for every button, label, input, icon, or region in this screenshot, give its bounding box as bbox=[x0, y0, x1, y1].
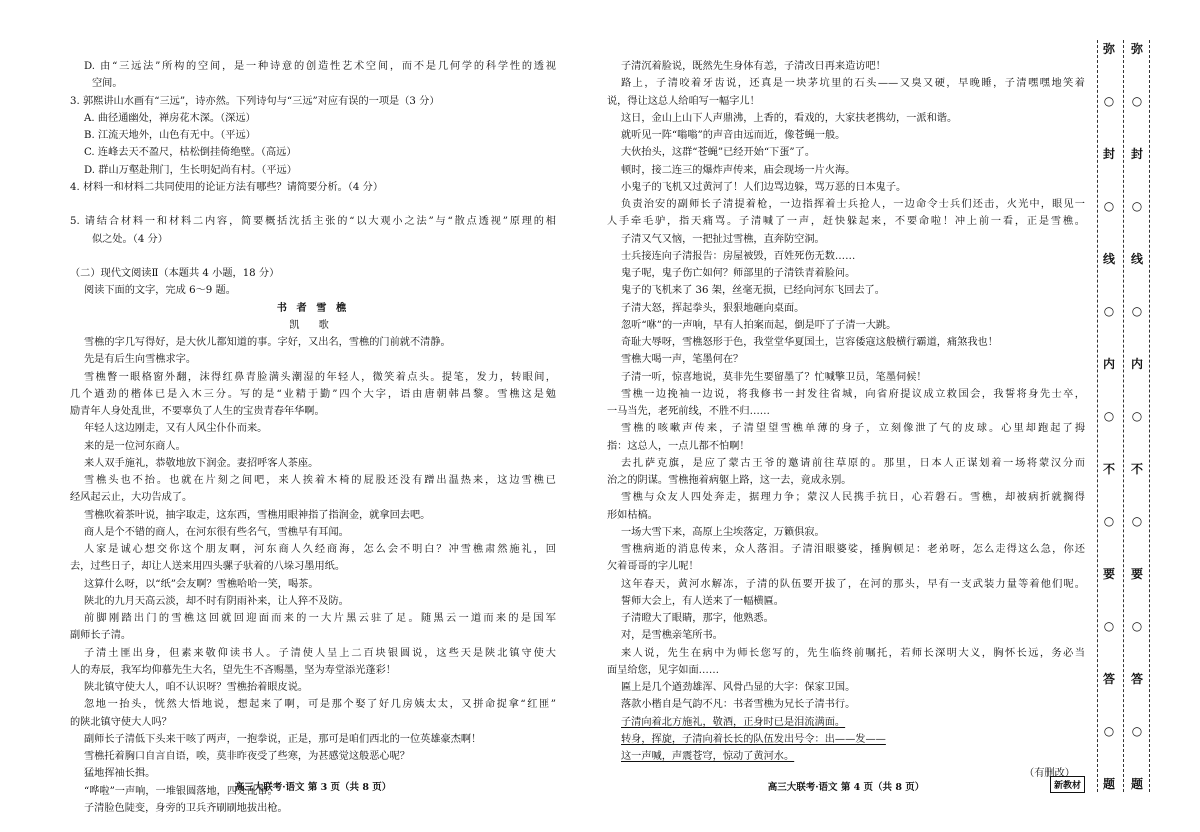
binding-line bbox=[1149, 40, 1150, 792]
binding-char: 弥 bbox=[1102, 42, 1115, 56]
underlined-text-line: 转身，挥旋，子清向着长长的队伍发出号令：出——发—— bbox=[621, 733, 886, 745]
binding-text-column bbox=[1097, 40, 1121, 792]
binding-char: ○ bbox=[1103, 724, 1115, 738]
text-line: 指：这总人，一点儿都不怕啊！ bbox=[607, 440, 750, 452]
text-line: 欠着哥哥的字儿呢！ bbox=[607, 561, 699, 573]
text-line: 人家是诚心想交你这个朋友啊，河东商人久经商海，怎么会不明白？冲雪樵肃然施礼，回 bbox=[84, 544, 556, 555]
left-page bbox=[70, 0, 556, 832]
text-line: 5. 请结合材料一和材料二内容，简要概括沈括主张的“以大观小之法”与“散点透视”原理的相 bbox=[70, 216, 556, 228]
text-line: 这算什么呀，以“纸”会友啊？雪樵哈哈一笑，喝茶。 bbox=[84, 578, 319, 590]
text-line: 的陕北镇守使大人吗？ bbox=[70, 716, 172, 728]
binding-char: ○ bbox=[1131, 304, 1143, 318]
text-line: D. 群山万壑赴荆门，生长明妃尚有村。（平远） bbox=[84, 164, 297, 176]
text-line: 来人说，先生在病中为师长您写的，先生临终前嘱托，若师长深明大义，胸怀长远，务必当 bbox=[621, 647, 1085, 659]
text-line: 就听见一阵“嗡嗡”的声音由远而近，像苍蝇一般。 bbox=[621, 130, 846, 141]
binding-char: 内 bbox=[1102, 357, 1115, 371]
page-footer: 高三大联考·语文 第 3 页（共 8 页） bbox=[234, 782, 392, 793]
text-line: 经风起云止，大功告成了。 bbox=[70, 492, 193, 504]
text-line: 几个遒劲的楷体已是入木三分。写的是“业精于勤”四个大字，语由唐朝韩昌黎。雪樵这是勉 bbox=[70, 388, 556, 400]
text-line: 猛地挥袖长揖。 bbox=[84, 768, 156, 780]
text-line: A. 曲径通幽处，禅房花木深。（深远） bbox=[84, 112, 256, 124]
text-line: 陕北的九月天高云淡，却不时有阴雨补来，让人猝不及防。 bbox=[84, 595, 349, 607]
binding-char: ○ bbox=[1131, 514, 1143, 528]
text-line: 治之的阴谋。雪樵拖着病躯上路，这一去，竟成永别。 bbox=[607, 475, 852, 486]
article-title: 书 者 雪 樵 bbox=[276, 301, 350, 314]
text-line: 似之处。（4 分） bbox=[92, 233, 168, 245]
underlined-text-line: 子清向着北方施礼，敬酒，正身时已是泪流满面。 bbox=[621, 716, 846, 728]
binding-char: ○ bbox=[1103, 409, 1115, 423]
text-line: 顿时，接二连三的爆炸声传来，庙会现场一片火海。 bbox=[621, 164, 856, 176]
text-line: “哗啦”一声响，一堆银圆落地，四处乱窜。 bbox=[84, 785, 278, 797]
text-line: 奇耻大辱呀，雪樵怒形于色，我堂堂华夏国土，岂容倭寇这般横行霸道，痛煞我也！ bbox=[621, 337, 998, 348]
text-line: 落款小楷自是气韵不凡：书者雪樵为兄长子清书行。 bbox=[621, 699, 856, 711]
binding-char: ○ bbox=[1103, 619, 1115, 633]
text-line: 雪樵与众友人四处奔走，据理力争；蒙汉人民携手抗日，心若磐石。雪樵，却被病折就搁得 bbox=[621, 492, 1085, 504]
text-line: 年轻人这边刚走，又有人风尘仆仆而来。 bbox=[84, 423, 268, 435]
text-line: 雪樵瞥一眼格窗外翻，沫得红鼻青脸满头潮湿的年轻人，微笑着点头。提笔，发力，转眼间， bbox=[84, 371, 556, 383]
text-line: 空间。 bbox=[92, 78, 123, 90]
text-line: 路上，子清咬着牙齿说，还真是一块茅坑里的石头——又臭又硬，早晚睡，子清嘿嘿地笑着 bbox=[621, 78, 1085, 90]
text-line: 忽地一抬头，恍然大悟地说，想起来了啊，可是那个娶了好几房姨太太，又拼命捉拿“红匪” bbox=[84, 699, 556, 711]
text-line: 说，得让这总人给咱写一幅字儿！ bbox=[607, 95, 760, 107]
text-line: D. 由“三远法”所构的空间，是一种诗意的创造性艺术空间，而不是几何学的科学性的透视 bbox=[84, 61, 556, 72]
text-line: 来人双手施礼，恭敬地放下润金。妻招呼客人茶座。 bbox=[84, 457, 319, 469]
page-footer: 高三大联考·语文 第 4 页（共 8 页） bbox=[767, 782, 925, 793]
binding-char: 线 bbox=[1102, 252, 1115, 266]
text-line: 雪樵托着胸口自言自语，唉，莫非昨夜受了些寒，为甚感觉这般恶心呢？ bbox=[84, 751, 410, 762]
text-line: 对，是雪樵亲笔所书。 bbox=[621, 630, 723, 642]
binding-char: 内 bbox=[1130, 357, 1143, 371]
article-author: 凯 歌 bbox=[289, 319, 337, 331]
text-line: 阅读下面的文字，完成 6～9 题。 bbox=[84, 285, 236, 297]
text-line: 形如枯槁。 bbox=[607, 509, 658, 521]
binding-char: 答 bbox=[1130, 672, 1143, 686]
text-line: 子清又气又恼，一把扯过雪樵，直奔防空洞。 bbox=[621, 233, 825, 245]
text-line: 子清土匪出身，但素来敬仰读书人。子清使人呈上二百块银圆说，这些天是陕北镇守使大 bbox=[84, 647, 556, 659]
text-line: 小鬼子的飞机又过黄河了！人们边骂边躲，骂万恶的日本鬼子。 bbox=[621, 181, 907, 193]
text-line: 誓师大会上，有人送来了一幅横匾。 bbox=[621, 595, 784, 607]
text-line: 雪樵吹着茶叶说，抽字取走，这东西，雪樵用眼神指了指润金，就拿回去吧。 bbox=[84, 509, 431, 521]
text-line: 雪樵病逝的消息传来，众人落泪。子清泪眼婆娑，捶胸顿足：老弟呀，怎么走得这么急，你还 bbox=[621, 544, 1085, 555]
text-line: 商人是个不错的商人，在河东很有些名气，雪樵早有耳闻。 bbox=[84, 526, 349, 538]
text-line: 鬼子呢，鬼子伤亡如何？师部里的子清铁青着脸问。 bbox=[621, 268, 856, 279]
text-line: 陕北镇守使大人，咱不认识呀？雪樵抬着眼皮说。 bbox=[84, 682, 309, 693]
binding-char: 题 bbox=[1102, 777, 1115, 791]
right-page-content bbox=[607, 58, 1085, 783]
binding-char: ○ bbox=[1131, 94, 1143, 108]
text-line: 子清大怒，挥起拳头，狠狠地砸向桌面。 bbox=[621, 302, 805, 314]
binding-char: 题 bbox=[1130, 777, 1143, 791]
binding-char: ○ bbox=[1131, 724, 1143, 738]
binding-char: ○ bbox=[1103, 94, 1115, 108]
binding-char: 封 bbox=[1102, 147, 1115, 161]
text-line: 雪樵的咳嗽声传来，子清望望雪樵单薄的身子，立刻像泄了气的皮球。心里却跑起了拇 bbox=[621, 423, 1085, 435]
text-line: 副师长子清。 bbox=[70, 630, 132, 642]
blank-line bbox=[70, 196, 556, 213]
left-page-content bbox=[70, 58, 556, 817]
text-line: 一马当先，老死前线，不胜不归…… bbox=[607, 406, 770, 417]
text-line: 雪樵的字几写得好，是大伙儿都知道的事。字好，又出名，雪樵的门前就不清静。 bbox=[84, 337, 451, 348]
text-line: 鬼子的飞机来了 36 架，丝毫无损，已经向河东飞回去了。 bbox=[621, 285, 885, 297]
binding-char: 不 bbox=[1102, 462, 1115, 476]
binding-char: 答 bbox=[1102, 672, 1115, 686]
source-note: （有删改） bbox=[1024, 768, 1075, 780]
binding-margin bbox=[1097, 40, 1149, 792]
binding-char: 要 bbox=[1130, 567, 1143, 581]
text-line: 这年春天，黄河水解冻，子清的队伍要开拔了，在河的那头，早有一支武装力量等着他们呢。 bbox=[621, 578, 1085, 590]
binding-char: 弥 bbox=[1130, 42, 1143, 56]
text-line: 前脚刚踏出门的雪樵这回就回迎面而来的一大片黑云驻了足。随黑云一道而来的是国军 bbox=[84, 613, 556, 624]
text-line: 忽听“咻”的一声响，早有人拍案而起，倒是吓了子清一大跳。 bbox=[621, 319, 897, 331]
text-line: 子清沉着脸说，既然先生身体有恙，子清改日再来造访吧！ bbox=[621, 61, 886, 72]
binding-line bbox=[1123, 40, 1124, 792]
right-page bbox=[607, 0, 1085, 832]
binding-char: ○ bbox=[1131, 409, 1143, 423]
text-line: 来的是一位河东商人。 bbox=[84, 440, 186, 452]
text-line: 去，过些日子，却让人送来用四头骡子驮着的八垛习墨用纸。 bbox=[70, 561, 346, 573]
binding-char: 不 bbox=[1130, 462, 1143, 476]
text-line: 励青年人身处乱世，不要辜负了人生的宝贵青春年华啊。 bbox=[70, 406, 325, 417]
binding-char: 要 bbox=[1102, 567, 1115, 581]
text-line: 面呈给您，见字如面…… bbox=[607, 664, 720, 676]
text-line: 雪樵头也不抬。也就在片刻之间吧，来人挨着木椅的屁股还没有蹭出温热来，这边雪樵已 bbox=[84, 475, 556, 486]
binding-char: ○ bbox=[1131, 199, 1143, 213]
underlined-text-line: 这一声喊，声震苍穹，惊动了黄河水。 bbox=[621, 751, 795, 762]
edition-badge: 新教材 bbox=[1050, 776, 1085, 793]
binding-char: ○ bbox=[1131, 619, 1143, 633]
binding-char: ○ bbox=[1103, 304, 1115, 318]
text-line: 3. 郭熙讲山水画有“三远”，诗亦然。下列诗句与“三远”对应有误的一项是（3 分） bbox=[70, 95, 440, 107]
text-line: C. 连峰去天不盈尺，枯松倒挂倚绝壁。（高远） bbox=[84, 147, 297, 159]
section-heading: （二）现代文阅读Ⅱ（本题共 4 小题，18 分） bbox=[70, 268, 280, 279]
binding-text-column bbox=[1125, 40, 1149, 792]
text-line: 匾上是几个遒劲雄浑、风骨凸显的大字：保家卫国。 bbox=[621, 682, 856, 693]
text-line: 先是有后生向雪樵求字。 bbox=[84, 354, 197, 366]
text-line: 人手牵毛驴，指天痛骂。子清喊了一声，赶快躲起来，不要命啦！冲上前一看，正是雪樵。 bbox=[607, 216, 1085, 228]
text-line: 雪樵一边挽袖一边说，将我修书一封发往省城，向省府提议成立救国会，我誓将身先士卒， bbox=[621, 388, 1085, 400]
binding-char: 线 bbox=[1130, 252, 1143, 266]
text-line: 大伙抬头，这群“苍蝇”已经开始“下蛋”了。 bbox=[621, 147, 816, 159]
text-line: 4. 材料一和材料二共同使用的论证方法有哪些？请简要分析。（4 分） bbox=[70, 181, 384, 193]
text-line: 子清瞪大了眼睛，那字，他熟悉。 bbox=[621, 613, 774, 624]
blank-line bbox=[70, 248, 556, 265]
binding-char: ○ bbox=[1103, 514, 1115, 528]
text-line: 雪樵大喝一声，笔墨何在？ bbox=[621, 354, 744, 366]
text-line: 士兵接连向子清报告：房屋被毁，百姓死伤无数…… bbox=[621, 250, 856, 262]
text-line: 子清脸色陡变，身旁的卫兵齐刷刷地拔出枪。 bbox=[84, 802, 288, 814]
text-line: 一场大雪下来，高原上尘埃落定，万籁俱寂。 bbox=[621, 526, 825, 538]
text-line: 去扎萨克旗，是应了蒙古王爷的邀请前往草原的。那里，日本人正谋划着一场将蒙汉分而 bbox=[621, 457, 1085, 469]
binding-char: 封 bbox=[1130, 147, 1143, 161]
text-line: 副师长子清低下头来干咳了两声，一抱拳说，正是，那可是咱们西北的一位英雄豪杰啊！ bbox=[84, 733, 482, 745]
text-line: 人的寿辰，我军均仰慕先生大名，望先生不吝赐墨，坚为寿堂添光蓬彩！ bbox=[70, 664, 396, 676]
binding-char: ○ bbox=[1103, 199, 1115, 213]
text-line: 负责治安的副师长子清提着枪，一边指挥着士兵抢人，一边命令士兵们还击，火光中，眼见一 bbox=[621, 199, 1085, 210]
text-line: 子清一听，惊喜地说，莫非先生要留墨了？忙喊擎卫员，笔墨伺候！ bbox=[621, 371, 927, 383]
text-line: 这日，金山上山下人声鼎沸，上香的，看戏的，大家扶老携幼，一派和谐。 bbox=[621, 112, 958, 124]
text-line: B. 江流天地外，山色有无中。（平远） bbox=[84, 130, 256, 141]
